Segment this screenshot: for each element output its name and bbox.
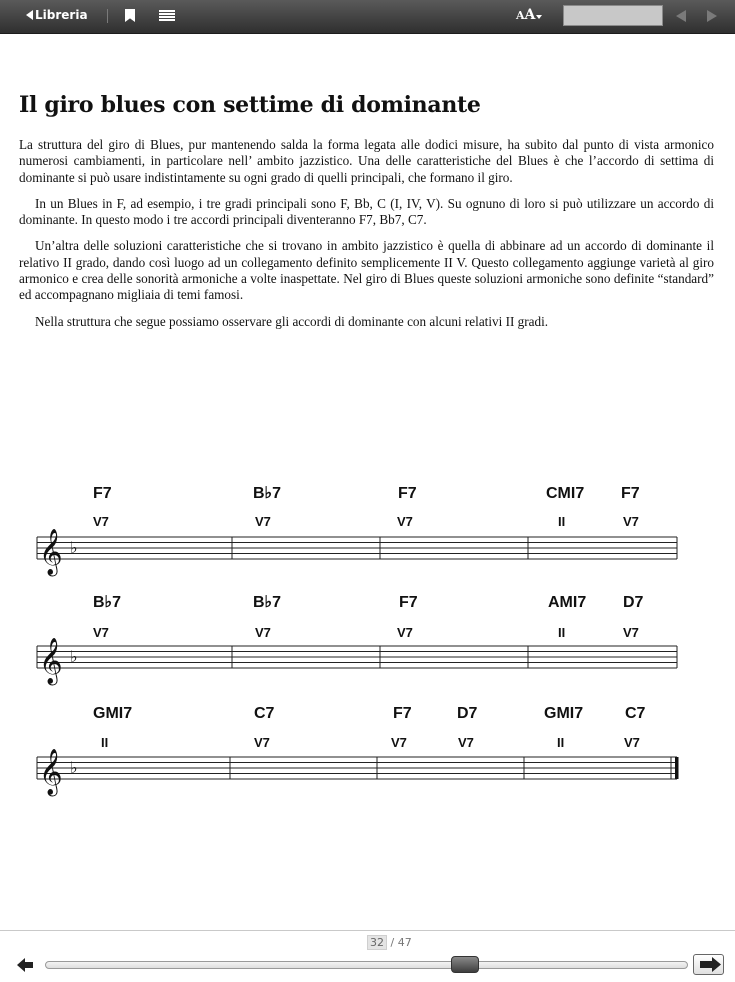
chord-symbol: F7 xyxy=(399,594,418,611)
staff-lines xyxy=(37,757,677,779)
chord-symbol: C7 xyxy=(625,705,646,722)
chord-symbol: B♭7 xyxy=(93,594,121,611)
chord-degree: V7 xyxy=(254,735,270,750)
chord-symbol: D7 xyxy=(457,705,478,722)
staff-lines xyxy=(37,537,677,559)
library-back-button[interactable] xyxy=(26,8,88,22)
page-counter xyxy=(367,936,412,949)
chord-degree: V7 xyxy=(255,514,271,529)
chord-degree: V7 xyxy=(397,514,413,529)
chevron-down-icon xyxy=(536,15,542,19)
page-title: Il giro blues con settime di dominante xyxy=(19,92,481,118)
chord-degree: V7 xyxy=(623,514,639,529)
library-label: Libreria xyxy=(35,8,88,22)
back-arrow-icon xyxy=(26,10,33,20)
treble-clef-icon: 𝄞 xyxy=(39,749,63,795)
toolbar-divider xyxy=(107,9,108,23)
treble-clef-icon: 𝄞 xyxy=(39,638,63,684)
chord-degree: V7 xyxy=(397,625,413,640)
top-toolbar xyxy=(0,0,735,34)
chord-symbol: AMI7 xyxy=(548,594,587,611)
search-input[interactable] xyxy=(563,5,663,26)
page-slider-thumb[interactable] xyxy=(451,956,479,973)
paragraph: La struttura del giro di Blues, pur mantenendo salda la forma legata alle dodici misure, ha subito dal punto di vista armonico numerosi cambiamenti, in particolare nell’ ambito jazzistico. Una delle caratteristiche del Blues è che l’accordo di settima di dominante si può usare indistintamente su ogni grado di quelli principali, che formano il giro. xyxy=(19,137,714,185)
chord-degree: V7 xyxy=(93,625,109,640)
font-size-button[interactable]: AA xyxy=(516,7,542,23)
chord-degree: II xyxy=(558,514,566,529)
chord-symbol: F7 xyxy=(393,705,412,722)
chord-symbol: C7 xyxy=(254,705,275,722)
chord-symbol: B♭7 xyxy=(253,485,281,502)
previous-result-icon[interactable] xyxy=(676,10,686,22)
current-page-number[interactable]: 32 xyxy=(367,935,387,950)
paragraph: Nella struttura che segue possiamo osservare gli accordi di dominante con alcuni relativi II gradi. xyxy=(35,313,549,329)
chord-symbol: CMI7 xyxy=(546,485,585,502)
chord-degree: V7 xyxy=(255,625,271,640)
staff-system-2 xyxy=(37,594,677,686)
chord-symbol: F7 xyxy=(398,485,417,502)
staff-system-3 xyxy=(37,705,679,797)
final-barline xyxy=(675,757,679,779)
chord-degree: V7 xyxy=(458,735,474,750)
next-page-button[interactable] xyxy=(693,954,724,975)
chord-symbol: GMI7 xyxy=(544,705,584,722)
chord-degree: II xyxy=(557,735,565,750)
forward-arrow-icon xyxy=(694,955,723,974)
chord-degree: V7 xyxy=(624,735,640,750)
treble-clef-icon: 𝄞 xyxy=(39,529,63,575)
flat-key-signature: ♭ xyxy=(70,647,78,666)
chord-degree: II xyxy=(558,625,566,640)
chord-degree: V7 xyxy=(623,625,639,640)
back-arrow-icon[interactable] xyxy=(16,956,34,974)
flat-key-signature: ♭ xyxy=(70,758,78,777)
blues-chord-chart xyxy=(0,470,735,820)
table-of-contents-icon[interactable] xyxy=(159,10,175,22)
chord-symbol: F7 xyxy=(93,485,112,502)
chord-degree: II xyxy=(101,735,109,750)
page-slider[interactable] xyxy=(45,961,688,969)
chord-symbol: B♭7 xyxy=(253,594,281,611)
chord-symbol: D7 xyxy=(623,594,644,611)
bookmark-icon[interactable] xyxy=(125,9,135,22)
flat-key-signature: ♭ xyxy=(70,538,78,557)
total-pages: / 47 xyxy=(390,936,412,949)
chord-symbol: GMI7 xyxy=(93,705,133,722)
body-text xyxy=(19,137,714,340)
page-navigation-bar xyxy=(0,930,735,982)
chord-symbol: F7 xyxy=(621,485,640,502)
staff-lines xyxy=(37,646,677,668)
chord-degree: V7 xyxy=(93,514,109,529)
next-result-icon[interactable] xyxy=(707,10,717,22)
staff-system-1 xyxy=(37,485,677,577)
paragraph: In un Blues in F, ad esempio, i tre gradi principali sono F, Bb, C (I, IV, V). Su ognuno di loro si può utilizzare un accordo di dominante. In questo modo i tre accordi principali diventeranno F7, Bb7, C7. xyxy=(19,195,714,228)
paragraph: Un’altra delle soluzioni caratteristiche che si trovano in ambito jazzistico è quella di abbinare ad un accordo di dominante il relativo II grado, dando così luogo ad un collegamento definito semplicemente II V. Questo collegamento aggiunge varietà al giro armonico e crea delle sonorità armoniche a volte inaspettate. Nel giro di Blues queste soluzioni armoniche sono definite “standard” ed accompagnano migliaia di temi famosi. xyxy=(19,238,714,303)
chord-degree: V7 xyxy=(391,735,407,750)
